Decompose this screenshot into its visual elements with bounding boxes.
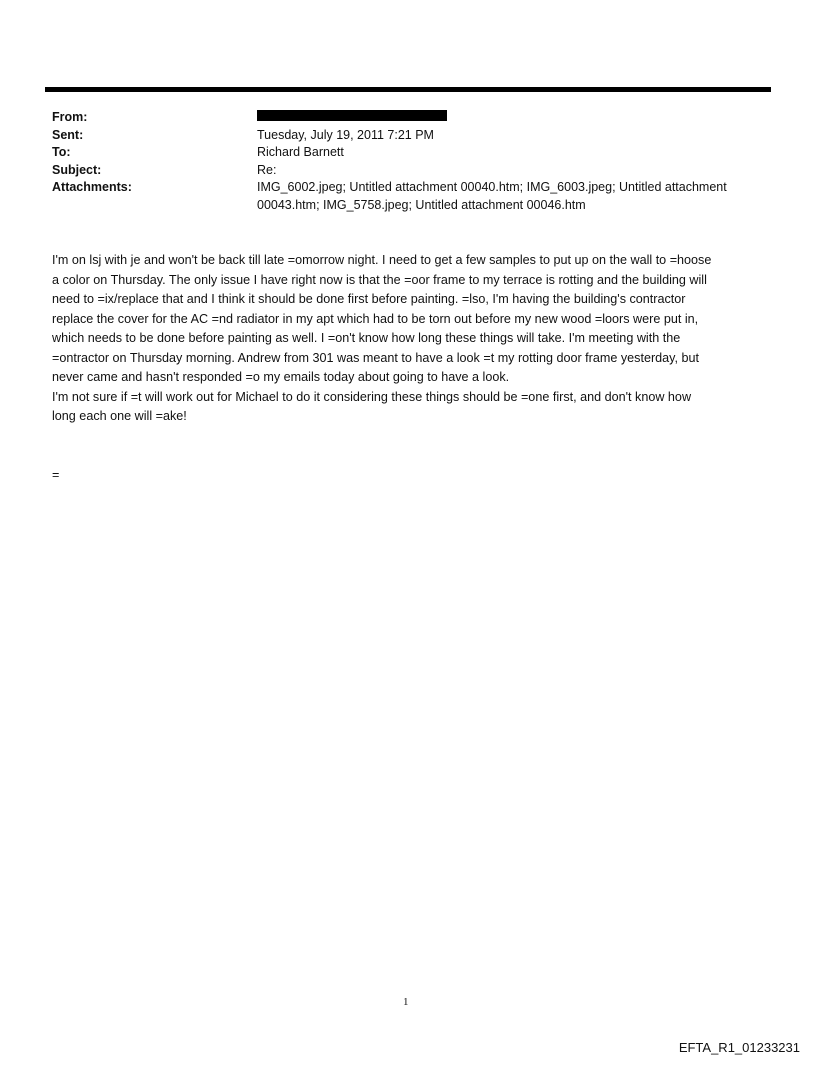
to-label: To: — [52, 145, 71, 159]
attachments-value — [257, 179, 777, 214]
sent-value: Tuesday, July 19, 2011 7:21 PM — [257, 127, 434, 142]
sent-label: Sent: — [52, 127, 84, 142]
body-line: =ontractor on Thursday morning. Andrew from 301 was meant to have a look =t my rotting door frame yesterday, but — [52, 350, 700, 365]
body-line — [52, 427, 782, 447]
body-line: need to =ix/replace that and I think it should be done first before painting. =lso, I'm having the building's contractor — [52, 292, 686, 306]
attachments-line: IMG_6002.jpeg; Untitled attachment 00040.htm; IMG_6003.jpeg; Untitled attachment — [257, 180, 727, 194]
subject-value: Re: — [257, 162, 277, 177]
subject-label: Subject: — [52, 162, 102, 177]
email-body — [52, 251, 782, 485]
body-line: I'm not sure if =t will work out for Michael to do it considering these things should be =one first, and don't know how — [52, 389, 692, 404]
body-line: long each one will =ake! — [52, 409, 187, 423]
header-rule — [45, 87, 771, 92]
document-id: EFTA_R1_01233231 — [678, 1040, 800, 1055]
redaction-bar — [257, 110, 447, 121]
to-value: Richard Barnett — [257, 145, 344, 159]
body-line: I'm on lsj with je and won't be back till late =omorrow night. I need to get a few samples to put up on the wall to =hoose — [52, 253, 712, 267]
body-line: = — [52, 467, 60, 482]
attachments-line: 00043.htm; IMG_5758.jpeg; Untitled attachment 00046.htm — [257, 197, 586, 212]
page-number: 1 — [403, 996, 409, 1008]
attachments-label: Attachments: — [52, 180, 132, 194]
email-header — [52, 109, 777, 214]
body-line: never came and hasn't responded =o my emails today about going to have a look. — [52, 370, 510, 384]
body-line: which needs to be done before painting as well. I =on't know how long these things will take. I'm meeting with the — [52, 331, 681, 345]
body-line: a color on Thursday. The only issue I have right now is that the =oor frame to my terrace is rotting and the building will — [52, 272, 707, 287]
from-label: From: — [52, 110, 88, 124]
body-line: replace the cover for the AC =nd radiator in my apt which had to be torn out before my new wood =loors were put in, — [52, 311, 699, 326]
body-line — [52, 446, 782, 466]
